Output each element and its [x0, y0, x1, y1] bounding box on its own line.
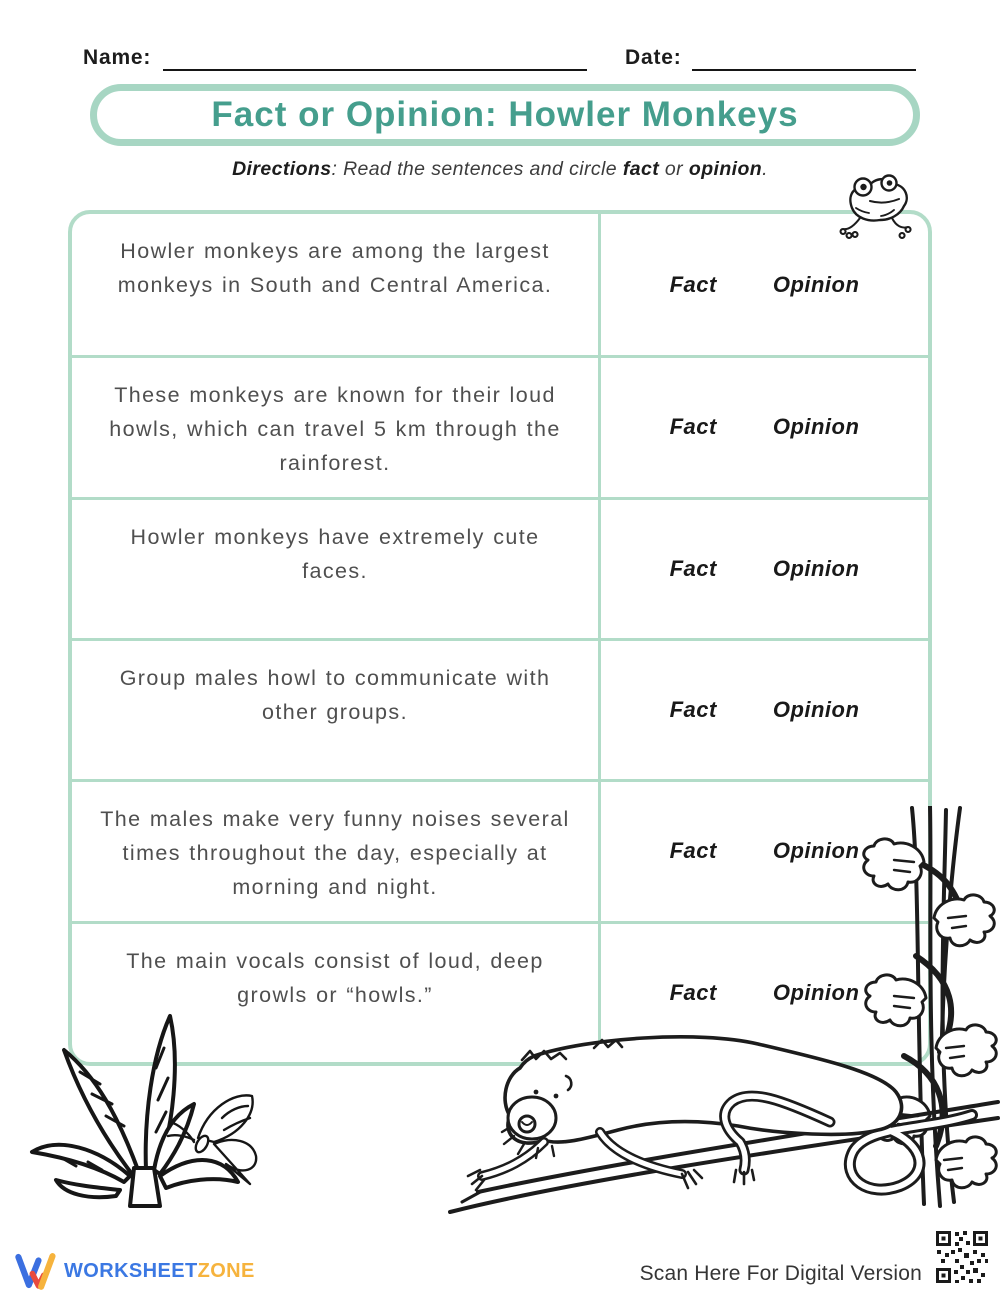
brand-zone: ZONE [197, 1259, 255, 1282]
fact-choice[interactable]: Fact [669, 414, 717, 440]
table-row [72, 921, 928, 1062]
sentence-cell: These monkeys are known for their loud howls, which can travel 5 km through the rainforest. [72, 358, 601, 496]
sentence-cell: Howler monkeys are among the largest monkeys in South and Central America. [72, 214, 601, 355]
opinion-choice[interactable]: Opinion [772, 697, 860, 723]
sentence-cell: The males make very funny noises several times throughout the day, especially at morning and night. [72, 782, 601, 920]
choices-cell [601, 782, 928, 920]
page-title: Fact or Opinion: Howler Monkeys [211, 95, 799, 134]
directions-or-word: or [659, 158, 689, 180]
directions-opinion-word: opinion [688, 158, 763, 180]
opinion-choice[interactable]: Opinion [772, 838, 860, 864]
opinion-choice[interactable]: Opinion [772, 414, 860, 440]
choices-cell [601, 641, 928, 779]
opinion-choice[interactable]: Opinion [772, 979, 860, 1005]
qr-code-icon [933, 1228, 991, 1286]
directions-period: . [762, 158, 768, 180]
name-label: Name: [83, 46, 152, 69]
fact-opinion-table [68, 210, 932, 1066]
directions-body: : Read the sentences and circle [331, 158, 623, 180]
date-write-line[interactable] [692, 69, 916, 71]
directions-line [0, 158, 1000, 181]
table-row [72, 779, 928, 920]
fact-choice[interactable]: Fact [669, 979, 717, 1005]
directions-label: Directions [232, 158, 332, 180]
opinion-choice[interactable]: Opinion [772, 555, 860, 581]
choices-cell [601, 214, 928, 355]
table-row [72, 355, 928, 496]
sentence-cell: The main vocals consist of loud, deep growls or “howls.” [72, 924, 601, 1062]
sentence-cell: Howler monkeys have extremely cute faces. [72, 500, 601, 638]
choices-cell [601, 924, 928, 1062]
fact-choice[interactable]: Fact [669, 697, 717, 723]
fact-choice[interactable]: Fact [669, 838, 717, 864]
directions-fact-word: fact [622, 158, 660, 180]
opinion-choice[interactable]: Opinion [772, 271, 860, 297]
sentence-cell: Group males howl to communicate with other groups. [72, 641, 601, 779]
table-row [72, 497, 928, 638]
scan-here-text: Scan Here For Digital Version [639, 1262, 922, 1285]
choices-cell [601, 500, 928, 638]
date-label: Date: [625, 46, 682, 69]
choices-cell [601, 358, 928, 496]
table-row [72, 638, 928, 779]
worksheetzone-logo [14, 1248, 255, 1294]
name-write-line[interactable] [163, 69, 587, 71]
table-row [72, 214, 928, 355]
fact-choice[interactable]: Fact [669, 271, 717, 297]
fact-choice[interactable]: Fact [669, 555, 717, 581]
brand-worksheet: WORKSHEET [64, 1259, 198, 1282]
title-banner [90, 84, 920, 146]
logo-w-icon [14, 1248, 56, 1294]
